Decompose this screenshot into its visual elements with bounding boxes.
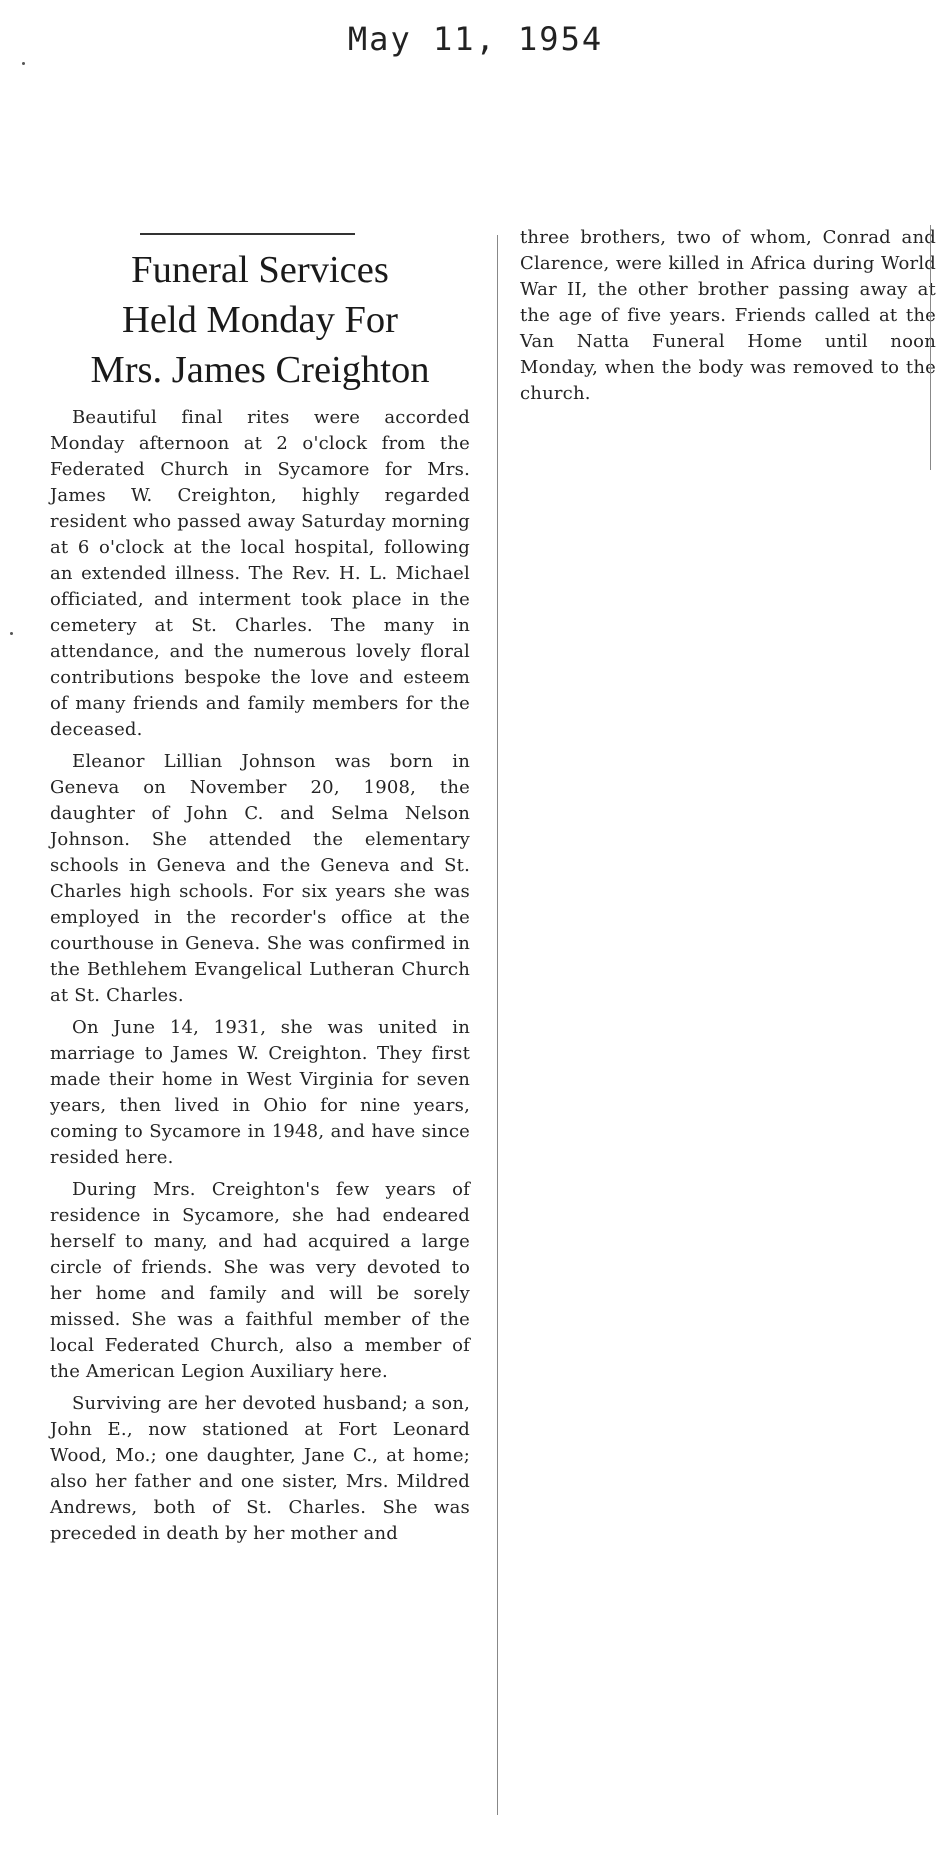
right-column [520,225,936,413]
paragraph-survivors: Surviving are her devoted husband; a son, John E., now stationed at Fort Leonard Wood, Mo.; one daughter, Jane C., at home; also her father and one sister, Mrs. Mildred Andrews, both of St. Charles. She was preceded in death by her mother and [50,1393,470,1544]
paragraph-continued: three brothers, two of whom, Conrad and Clarence, were killed in Africa during World War II, the other brother passing away at the age of five years. Friends called at the Van Natta Funeral Home until noon Monday, when the body was removed to the church. [520,227,936,404]
newspaper-clipping [50,225,936,1845]
column-divider-right [930,225,931,470]
headline [50,245,470,395]
paragraph-biography: Eleanor Lillian Johnson was born in Geneva on November 20, 1908, the daughter of John C. and Selma Nelson Johnson. She attended the elementary schools in Geneva and the Geneva and St. Charles high schools. For six years she was employed in the recorder's office at the courthouse in Geneva. She was confirmed in the Bethlehem Evangelical Lutheran Church at St. Charles. [50,751,470,1006]
scan-speck [10,632,13,635]
paragraph-residence: During Mrs. Creighton's few years of residence in Sycamore, she had endeared herself to many, and had acquired a large circle of friends. She was very devoted to her home and family and will be sorely missed. She was a faithful member of the local Federated Church, also a member of the American Legion Auxiliary here. [50,1179,470,1382]
left-column [50,225,470,1553]
paragraph-marriage: On June 14, 1931, she was united in marriage to James W. Creighton. They first made their home in West Virginia for seven years, then lived in Ohio for nine years, coming to Sycamore in 1948, and have since resided here. [50,1017,470,1168]
column-divider [497,235,498,1815]
date-stamp: May 11, 1954 [347,20,604,58]
headline-line-3: Mrs. James Creighton [90,349,430,391]
headline-line-2: Held Monday For [122,299,398,341]
headline-line-1: Funeral Services [131,249,389,291]
scan-speck [22,62,25,65]
paragraph-rites: Beautiful final rites were accorded Monday afternoon at 2 o'clock from the Federated Church in Sycamore for Mrs. James W. Creighton, highly regarded resident who passed away Saturday morning at 6 o'clock at the local hospital, following an extended illness. The Rev. H. L. Michael officiated, and interment took place in the cemetery at St. Charles. The many in attendance, and the numerous lovely floral contributions bespoke the love and esteem of many friends and family members for the deceased. [50,407,470,740]
top-rule [140,233,355,235]
